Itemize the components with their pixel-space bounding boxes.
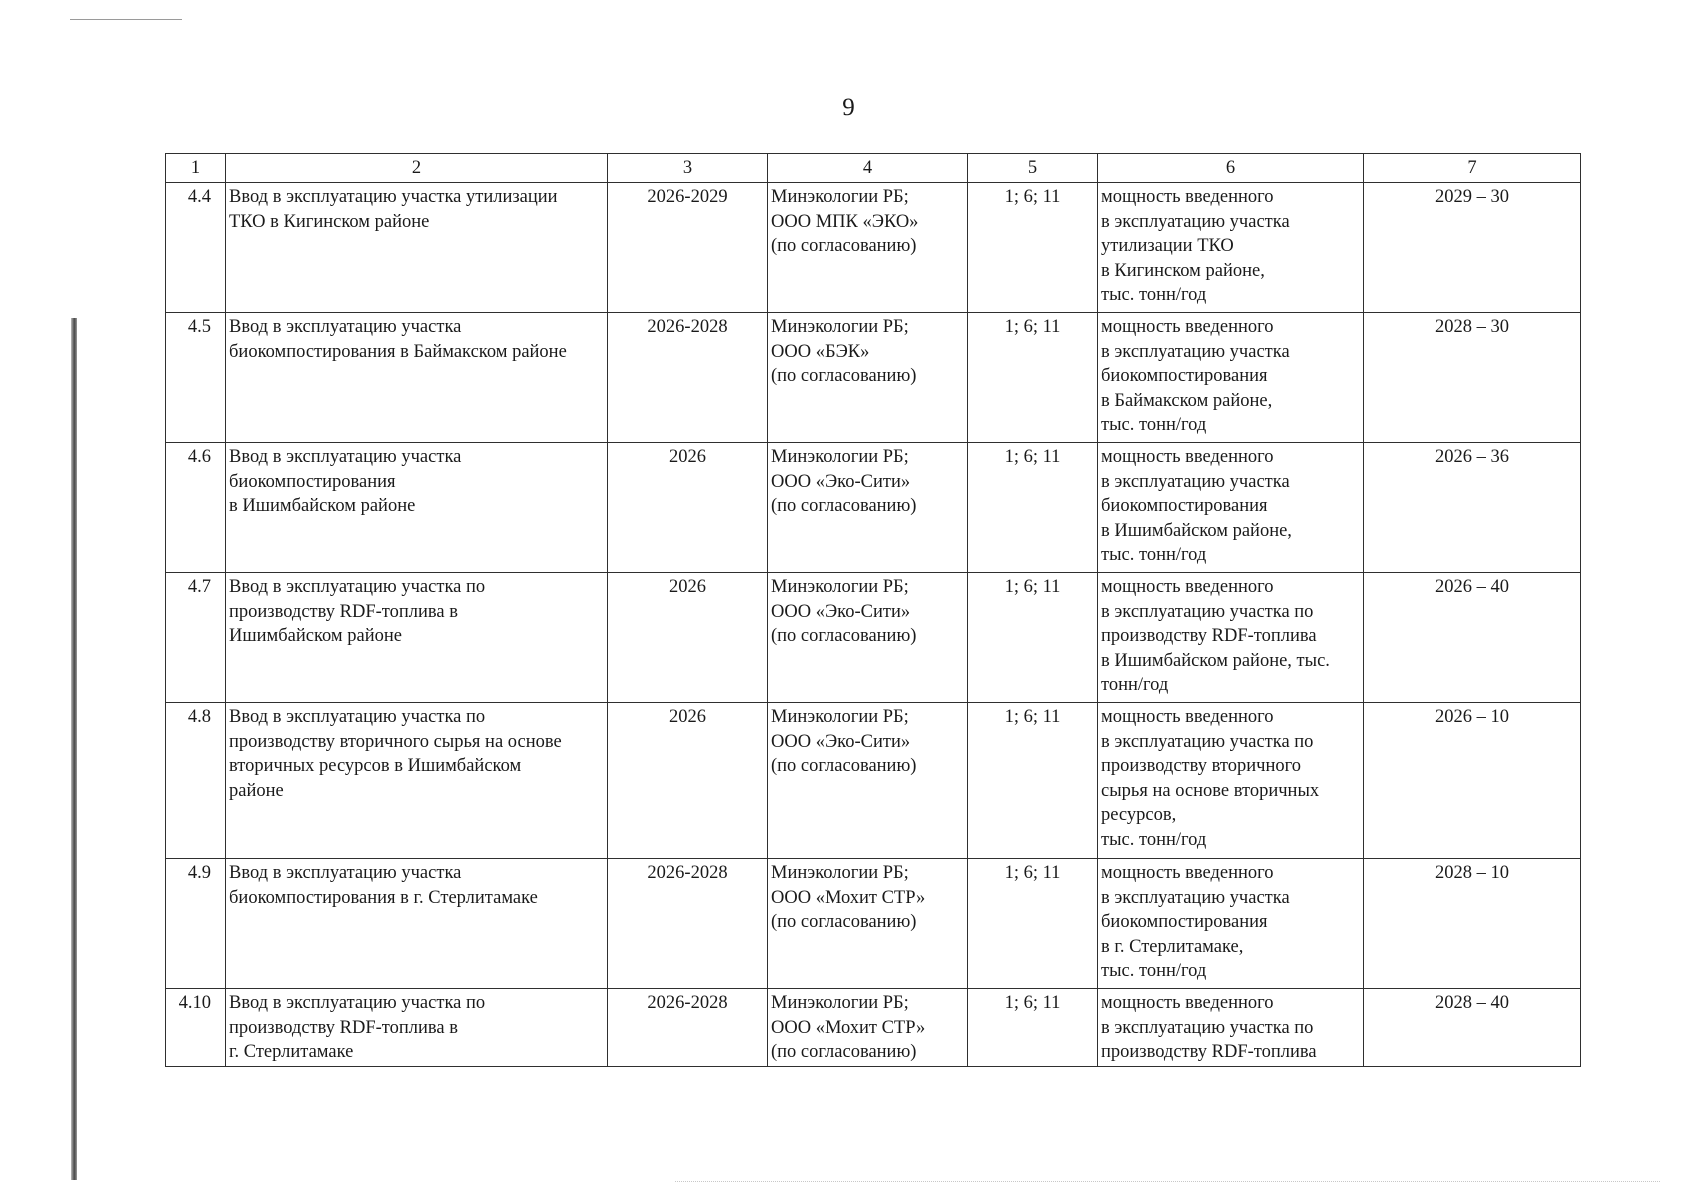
target-cell: 2028 – 10 [1364,859,1581,989]
table-row [166,703,1581,859]
row-number: 4.4 [166,183,226,313]
target-cell: 2028 – 40 [1364,989,1581,1067]
indicator-line: тонн/год [1101,675,1169,695]
executor-line: (по согласованию) [771,756,917,776]
target-cell: 2028 – 30 [1364,313,1581,443]
header-cell: 4 [768,154,968,183]
event-line: Ввод в эксплуатацию участка [229,863,462,883]
indicator-line: в Баймакском районе, [1101,390,1273,411]
indicator-cell [1098,183,1364,313]
header-cell: 1 [166,154,226,183]
event-cell [226,989,608,1067]
indicator-line: мощность введенного [1101,707,1274,727]
executor-line: (по согласованию) [771,626,917,646]
table-row [166,443,1581,573]
executor-line: Минэкологии РБ; [771,707,909,727]
indicator-line: в г. Стерлитамаке, [1101,936,1244,957]
tasks-cell: 1; 6; 11 [968,989,1098,1067]
row-number: 4.8 [166,703,226,859]
header-cell: 6 [1098,154,1364,183]
indicator-line: производству вторичного [1101,756,1301,776]
executors-cell [768,859,968,989]
row-number: 4.9 [166,859,226,989]
target-cell: 2029 – 30 [1364,183,1581,313]
event-line: производству вторичного сырья на основе [229,731,562,752]
indicator-line: производству RDF-топлива [1101,626,1317,646]
event-line: Ввод в эксплуатацию участка по [229,577,486,597]
indicator-line: биокомпостирования [1101,366,1268,386]
indicator-line: тыс. тонн/год [1101,961,1207,981]
event-line: Ишимбайском районе [229,626,402,646]
indicator-cell [1098,703,1364,859]
target-cell: 2026 – 40 [1364,573,1581,703]
period-cell: 2026 [608,443,768,573]
executor-line: Минэкологии РБ; [771,577,909,597]
executor-line: Минэкологии РБ; [771,317,909,337]
tasks-cell: 1; 6; 11 [968,703,1098,859]
scan-bottom-rule [675,1181,1660,1182]
executor-line: Минэкологии РБ; [771,447,909,467]
indicator-line: ресурсов, [1101,805,1177,825]
executor-line: ООО «Мохит СТР» [771,1017,926,1038]
row-number: 4.7 [166,573,226,703]
executor-line: Минэкологии РБ; [771,187,909,207]
executor-line: ООО МПК «ЭКО» [771,211,919,232]
event-line: вторичных ресурсов в Ишимбайском [229,756,522,776]
indicator-line: тыс. тонн/год [1101,415,1207,435]
table-row [166,573,1581,703]
table-row [166,989,1581,1067]
activities-table [165,153,1581,1067]
executors-cell [768,573,968,703]
event-line: г. Стерлитамаке [229,1042,354,1062]
event-cell [226,443,608,573]
indicator-line: тыс. тонн/год [1101,829,1207,850]
row-number: 4.10 [166,989,226,1067]
event-line: районе [229,780,284,801]
tasks-cell: 1; 6; 11 [968,573,1098,703]
event-line: Ввод в эксплуатацию участка по [229,707,486,727]
target-cell: 2026 – 36 [1364,443,1581,573]
executor-line: ООО «БЭК» [771,341,870,362]
event-cell [226,859,608,989]
indicator-line: мощность введенного [1101,447,1274,467]
executors-cell [768,183,968,313]
scan-binding-edge [71,318,77,1180]
page-number: 9 [842,94,855,121]
indicator-line: в эксплуатацию участка [1101,211,1290,232]
period-cell: 2026-2028 [608,989,768,1067]
executor-line: (по согласованию) [771,1042,917,1062]
executor-line: (по согласованию) [771,236,917,256]
event-line: биокомпостирования в г. Стерлитамаке [229,887,538,908]
table-row [166,183,1581,313]
event-line: биокомпостирования в Баймакском районе [229,341,567,362]
indicator-cell [1098,989,1364,1067]
event-cell [226,703,608,859]
table-row [166,313,1581,443]
table-row [166,859,1581,989]
tasks-cell: 1; 6; 11 [968,313,1098,443]
executors-cell [768,443,968,573]
period-cell: 2026-2028 [608,313,768,443]
row-number: 4.5 [166,313,226,443]
indicator-line: в эксплуатацию участка по [1101,601,1314,622]
row-number: 4.6 [166,443,226,573]
indicator-line: в Кигинском районе, [1101,260,1265,281]
indicator-line: в эксплуатацию участка по [1101,1017,1314,1038]
header-cell: 2 [226,154,608,183]
executor-line: ООО «Эко-Сити» [771,601,911,622]
indicator-line: производству RDF-топлива [1101,1042,1317,1062]
event-line: производству RDF-топлива в [229,1017,458,1038]
event-line: Ввод в эксплуатацию участка [229,317,462,337]
event-cell [226,183,608,313]
header-cell: 5 [968,154,1098,183]
event-cell [226,573,608,703]
indicator-line: утилизации ТКО [1101,236,1234,256]
indicator-cell [1098,573,1364,703]
event-cell [226,313,608,443]
header-cell: 3 [608,154,768,183]
period-cell: 2026-2028 [608,859,768,989]
executor-line: Минэкологии РБ; [771,863,909,883]
event-line: биокомпостирования [229,471,396,492]
executor-line: ООО «Эко-Сити» [771,471,911,492]
header-cell: 7 [1364,154,1581,183]
executors-cell [768,313,968,443]
indicator-line: мощность введенного [1101,187,1274,207]
indicator-line: в эксплуатацию участка по [1101,731,1314,752]
executor-line: Минэкологии РБ; [771,993,909,1013]
indicator-line: биокомпостирования [1101,496,1268,516]
executors-cell [768,989,968,1067]
event-line: Ввод в эксплуатацию участка утилизации [229,187,558,207]
indicator-line: мощность введенного [1101,577,1274,597]
indicator-line: биокомпостирования [1101,912,1268,932]
indicator-cell [1098,859,1364,989]
tasks-cell: 1; 6; 11 [968,859,1098,989]
indicator-line: в эксплуатацию участка [1101,887,1290,908]
executor-line: (по согласованию) [771,366,917,386]
indicator-line: тыс. тонн/год [1101,285,1207,305]
indicator-cell [1098,443,1364,573]
scan-top-rule [70,19,182,20]
executor-line: ООО «Мохит СТР» [771,887,926,908]
event-line: производству RDF-топлива в [229,601,458,622]
table-header-row [166,154,1581,183]
indicator-line: в Ишимбайском районе, [1101,520,1292,541]
executor-line: (по согласованию) [771,912,917,932]
executor-line: ООО «Эко-Сити» [771,731,911,752]
event-line: ТКО в Кигинском районе [229,211,430,232]
indicator-line: тыс. тонн/год [1101,545,1207,565]
indicator-line: мощность введенного [1101,993,1274,1013]
indicator-line: в эксплуатацию участка [1101,471,1290,492]
period-cell: 2026-2029 [608,183,768,313]
event-line: Ввод в эксплуатацию участка [229,447,462,467]
period-cell: 2026 [608,573,768,703]
indicator-line: в Ишимбайском районе, тыс. [1101,650,1330,671]
indicator-line: мощность введенного [1101,317,1274,337]
period-cell: 2026 [608,703,768,859]
indicator-line: сырья на основе вторичных [1101,780,1320,801]
executors-cell [768,703,968,859]
tasks-cell: 1; 6; 11 [968,443,1098,573]
executor-line: (по согласованию) [771,496,917,516]
indicator-cell [1098,313,1364,443]
indicator-line: в эксплуатацию участка [1101,341,1290,362]
indicator-line: мощность введенного [1101,863,1274,883]
event-line: в Ишимбайском районе [229,496,416,516]
tasks-cell: 1; 6; 11 [968,183,1098,313]
target-cell: 2026 – 10 [1364,703,1581,859]
event-line: Ввод в эксплуатацию участка по [229,993,486,1013]
